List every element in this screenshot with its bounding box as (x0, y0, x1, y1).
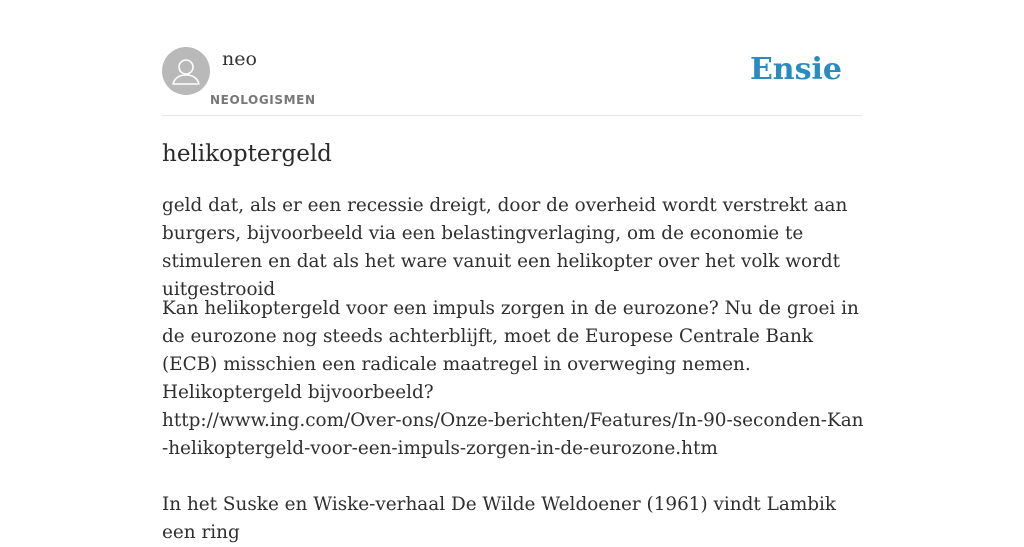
category-label[interactable]: NEOLOGISMEN (210, 93, 316, 107)
username[interactable]: neo (222, 48, 257, 70)
brand-logo[interactable]: Ensie (749, 52, 842, 87)
user-silhouette-icon (162, 47, 210, 95)
user-avatar-icon[interactable] (162, 47, 210, 95)
example-section (162, 295, 867, 547)
definition-text: geld dat, als er een recessie dreigt, door de overheid wordt verstrekt aan burgers, bijvoorbeeld via een belastingverlaging, om de economie te stimuleren en dat als het ware vanuit een helikopter over het volk wordt uitgestrooid (162, 195, 848, 300)
paragraph-gap (162, 463, 867, 491)
example-url: http://www.ing.com/Over-ons/Onze-berichten/Features/In-90-seconden-Kan-helikoptergeld-voor-een-impuls-zorgen-in-de-eurozone.htm (162, 410, 864, 459)
header (162, 46, 862, 116)
example-second-paragraph: In het Suske en Wiske-verhaal De Wilde Weldoener (1961) vindt Lambik een ring (162, 494, 837, 543)
page-title: helikoptergeld (162, 141, 332, 167)
example-paragraph: Kan helikoptergeld voor een impuls zorgen in de eurozone? Nu de groei in de eurozone nog steeds achterblijft, moet de Europese Centrale Bank (ECB) misschien een radicale maatregel in overweging nemen. Helikoptergeld bijvoorbeeld? (162, 298, 859, 403)
